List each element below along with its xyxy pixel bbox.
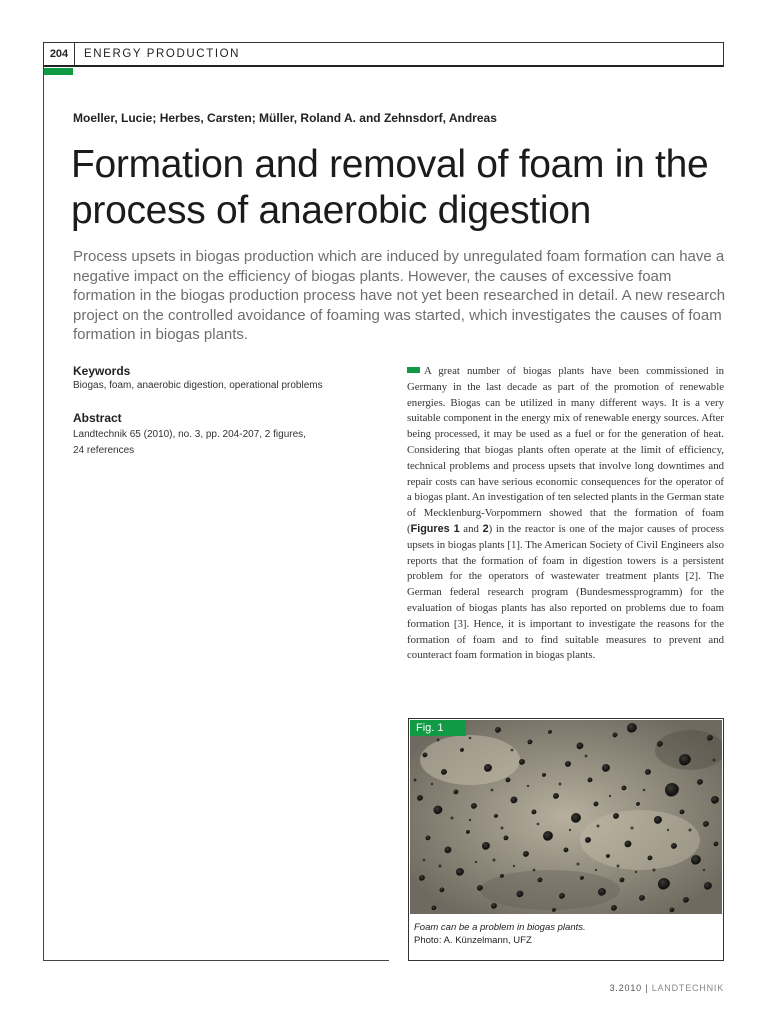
footer-separator: | — [641, 983, 652, 993]
figure-reference-2[interactable]: 2 — [482, 522, 489, 535]
frame-rule-left — [43, 67, 44, 960]
body-and: and — [459, 522, 483, 535]
page-footer — [610, 983, 724, 993]
lead-paragraph: Process upsets in biogas production which are induced by unregulated foam formation can have a negative impact on the efficiency of biogas plants. However, the causes of excessive foam formation in the biogas production process have not yet been researched in detail. A new research project on the controlled avoidance of foaming was started, which investigates the causes of foam formation in biogas plants. — [73, 248, 726, 344]
keywords-heading: Keywords — [73, 364, 131, 378]
abstract-citation — [73, 427, 373, 459]
running-header — [43, 42, 724, 67]
abstract-line-2: 24 references — [73, 445, 135, 456]
article-title: Formation and removal of foam in the process of anaerobic digestion — [71, 143, 709, 232]
authors: Moeller, Lucie; Herbes, Carsten; Müller, Roland A. and Zehnsdorf, Andreas — [73, 111, 497, 125]
foam-image-icon — [410, 720, 722, 914]
section-label: ENERGY PRODUCTION — [84, 48, 241, 60]
paragraph-marker-icon — [407, 367, 420, 373]
figure-label: Fig. 1 — [410, 720, 466, 736]
frame-rule-bottom — [43, 960, 389, 961]
keywords-text: Biogas, foam, anaerobic digestion, operational problems — [73, 380, 323, 391]
photo-credit: Photo: A. Künzelmann, UFZ — [414, 935, 532, 946]
body-part-2: ) in the reactor is one of the major causes of process upsets in biogas plants [1]. The American Society of Civil Engineers also reports that the formation of foam in digestion towers is a persistent problem for the operators of wastewater treatment plants [2]. The German federal research program (Bundesmessprogramm) for the evaluation of biogas plants has also reported on problems due to foam formation [3]. Hence, it is important to investigate the reasons for the formation of foam and to find suitable measures to prevent and counteract foam formation in biogas plants. — [407, 522, 724, 662]
body-part-1: A great number of biogas plants have been commissioned in Germany in the last decade as part of the promotion of renewable energies. Biogas can be utilized in many different ways. It is a very suitable component in the energy mix of renewable energy sources. After being processed, it may be used as a fuel or for the generation of heat. Considering that biogas plants often operate at the limit of efficiency, technical problems and process upsets that involve long downtimes and repair costs can have serious economic consequences for the operator of a biogas plant. An investigation of ten selected plants in the German state of Mecklenburg-Vorpommern showed that the formation of foam ( — [407, 365, 724, 535]
abstract-heading: Abstract — [73, 411, 122, 425]
abstract-line-1: Landtechnik 65 (2010), no. 3, pp. 204-207, 2 figures, — [73, 429, 306, 440]
journal-name: LANDTECHNIK — [651, 983, 724, 993]
figure-caption — [414, 921, 586, 947]
figure-reference-1[interactable]: Figures 1 — [410, 522, 460, 535]
figure-1 — [408, 718, 724, 961]
body-text — [407, 364, 724, 664]
issue-number: 3.2010 — [609, 983, 642, 993]
foam-photo — [410, 720, 722, 914]
caption-text: Foam can be a problem in biogas plants. — [414, 922, 586, 933]
accent-tab — [44, 68, 73, 75]
page-number: 204 — [44, 43, 75, 65]
